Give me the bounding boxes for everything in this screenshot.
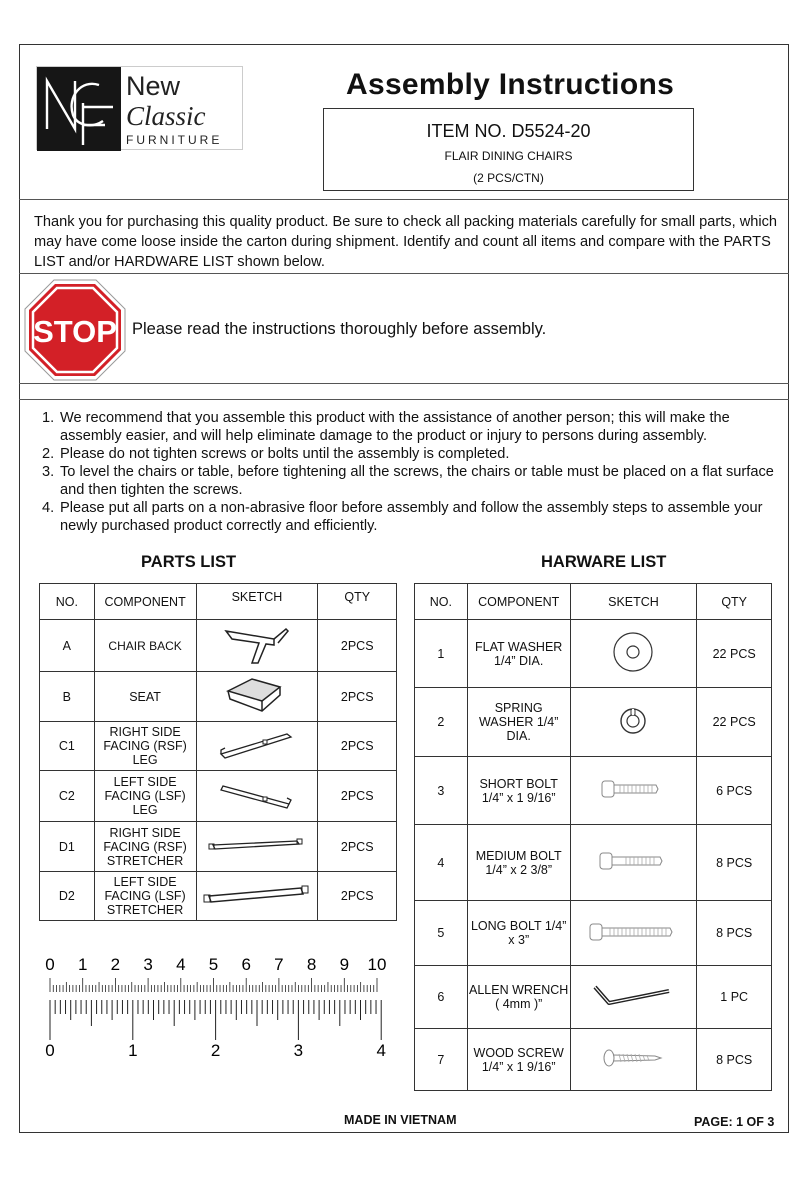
col-header: SKETCH [196,584,318,620]
ruler-cm-label: 3 [143,955,153,974]
brand-line1: New [126,71,181,101]
col-header: QTY [318,584,397,620]
table-row: 1 FLAT WASHER 1/4” DIA. 22 PCS [415,620,772,688]
ruler-cm-label: 6 [241,955,251,974]
item-pack: (2 PCS/CTN) [473,171,544,185]
table-row: 5 LONG BOLT 1/4” x 3” 8 PCS [415,901,772,966]
table-row: 7 WOOD SCREW 1/4” x 1 9/16” 8 PCS [415,1029,772,1091]
table-row: 2 SPRING WASHER 1/4” DIA. 22 PCS [415,688,772,757]
bolt-icon [570,825,697,901]
col-header: COMPONENT [94,584,196,620]
leg-icon [196,722,318,771]
ruler-cm-label: 2 [110,955,121,974]
note-item: 2. Please do not tighten screws or bolts until the assembly is completed. [42,446,510,462]
stop-sign-label: STOP [33,314,117,349]
chair-back-icon [196,620,318,672]
ruler-cm-label: 10 [367,955,387,974]
stretcher-icon [196,872,318,921]
spring-washer-icon [570,688,697,757]
col-header: QTY [697,584,772,620]
table-row: 6 ALLEN WRENCH ( 4mm )” 1 PC [415,966,772,1029]
parts-list-title: PARTS LIST [141,553,237,571]
ruler-cm-label: 8 [306,955,317,974]
ruler-inch-label: 2 [210,1041,221,1060]
brand-logo [36,66,243,150]
ruler-cm-label: 4 [176,955,186,974]
page-number: PAGE: 1 OF 3 [694,1115,775,1129]
ruler-inch-label: 4 [376,1041,386,1060]
stop-message: Please read the instructions thoroughly before assembly. [132,320,547,338]
table-row: 4 MEDIUM BOLT 1/4” x 2 3/8” 8 PCS [415,825,772,901]
item-description: FLAIR DINING CHAIRS [444,149,573,163]
leg-icon [196,771,318,822]
hardware-list-title: HARWARE LIST [541,553,667,571]
ruler-cm-label: 9 [339,955,350,974]
page-title: Assembly Instructions [346,68,675,101]
table-row: C2 LEFT SIDE FACING (LSF) LEG 2PCS [40,771,397,822]
wood-screw-icon [570,1029,697,1091]
flat-washer-icon [570,620,697,688]
made-in-label: MADE IN VIETNAM [344,1113,457,1127]
table-row: 3 SHORT BOLT 1/4” x 1 9/16” 6 PCS [415,757,772,825]
item-number: ITEM NO. D5524-20 [426,121,591,141]
item-box [323,108,694,191]
col-header: SKETCH [570,584,697,620]
ruler-cm-label: 1 [77,955,88,974]
parts-table [39,583,397,921]
divider [19,199,789,200]
brand-line2: Classic [126,101,206,131]
col-header: NO. [40,584,95,620]
brand-line3: FURNITURE [126,133,223,147]
divider [19,273,789,274]
allen-wrench-icon [570,966,697,1029]
ruler-cm-label: 0 [45,955,55,974]
divider [19,399,789,400]
table-row: D2 LEFT SIDE FACING (LSF) STRETCHER 2PCS [40,872,397,921]
stop-sign-icon [24,279,126,381]
bolt-icon [570,901,697,966]
ruler-inch-label: 3 [293,1041,304,1060]
bolt-icon [570,757,697,825]
hardware-table [414,583,772,1091]
divider [19,383,789,384]
ruler-inch-label: 0 [45,1041,55,1060]
ruler-cm-label: 7 [274,955,284,974]
intro-text: Thank you for purchasing this quality product. Be sure to check all packing materials carefully for small parts, which may have come loose inside the carton during shipment. Identify and count all items and compare with the PARTS LIST and/or HARDWARE LIST shown below. [34,214,777,270]
col-header: NO. [415,584,468,620]
seat-icon [196,672,318,722]
stretcher-icon [196,822,318,872]
table-row: B SEAT 2PCS [40,672,397,722]
col-header: COMPONENT [467,584,570,620]
note-item: 3. To level the chairs or table, before tightening all the screws, the chairs or table must be placed on a flat surface and then tighten the screws. [42,464,774,498]
ruler-icon [40,950,390,1060]
table-row: A CHAIR BACK 2PCS [40,620,397,672]
table-row: C1 RIGHT SIDE FACING (RSF) LEG 2PCS [40,722,397,771]
ruler-cm-label: 5 [208,955,219,974]
notes-list [30,409,782,535]
logo-mark [37,67,121,151]
note-item: 1. We recommend that you assemble this product with the assistance of another person; this will make the assembly easier, and will help eliminate damage to the product or injury to persons during assembly. [42,410,730,444]
ruler-inch-label: 1 [128,1041,138,1060]
table-row: D1 RIGHT SIDE FACING (RSF) STRETCHER 2PCS [40,822,397,872]
note-item: 4. Please put all parts on a non-abrasive floor before assembly and follow the assembly steps to assemble your newly purchased product correctly and efficiently. [42,500,763,534]
